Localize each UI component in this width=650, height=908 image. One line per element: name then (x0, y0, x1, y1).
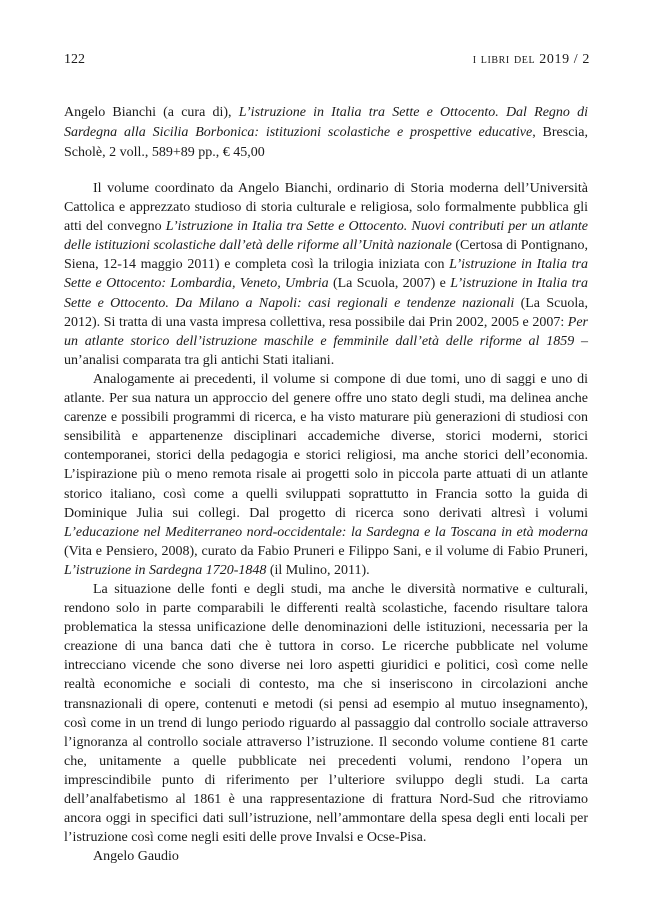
journal-title: i libri del 2019 / 2 (472, 52, 590, 67)
paragraph-2 (64, 370, 588, 580)
paragraph-1-cited-title: L’istruzione in Italia tra Sette e Ottocento. Da Milano a Napoli: casi regionali e tendenze nazionali (64, 276, 588, 311)
review-body (64, 179, 588, 866)
citation-title: L’istruzione in Italia tra Sette e Ottocento. Dal Regno di Sardegna alla Sicilia Borbonica: istituzioni scolastiche e prospettive educative (64, 105, 588, 140)
citation-publication: , Brescia, Scholè, 2 voll., 589+89 pp., € 45,00 (64, 125, 589, 160)
paragraph-1-text: – un’analisi comparata tra gli antichi Stati italiani. (64, 333, 589, 368)
paragraph-2-text: Analogamente ai precedenti, il volume si compone di due tomi, uno di saggi e uno di atlante. Per sua natura un approccio del genere offre uno stato degli studi, ma delinea anche carenze e possibili programmi di ricerca, e ha visto maturare più generazioni di studiosi con sensibilità e appartenenze disciplinari accademiche diverse, storici moderni, storici contemporanei, storici della pedagogia e storici religiosi, ma anche storici dell’economia. L’ispirazione più o meno remota risale ai progetti solo in piccola parte attuati di un atlante storico italiano, così come a quelli sviluppati soprattutto in Francia sotto la guida di Dominique Julia sui collegi. Dal progetto di ricerca sono derivati altresì i volumi (64, 371, 588, 521)
paragraph-1-text: (La Scuola, 2012). Si tratta di una vasta impresa collettiva, resa possibile dai Prin 2002, 2005 e 2007: (64, 295, 588, 330)
paragraph-1-text: Il volume coordinato da Angelo Bianchi, ordinario di Storia moderna dell’Università Cattolica e apprezzato studioso di storia culturale e religiosa, solo formalmente pubblica gli atti del convegno (64, 181, 588, 235)
paragraph-2-text: (Vita e Pensiero, 2008), curato da Fabio Pruneri e Filippo Sani, e il volume di Fabio Pruneri, (64, 543, 588, 559)
citation-author: Angelo Bianchi (a cura di), (64, 105, 239, 120)
paragraph-2-cited-title: L’educazione nel Mediterraneo nord-occidentale: la Sardegna e la Toscana in età moderna (64, 524, 588, 540)
paragraph-1-text: (La Scuola, 2007) e (328, 276, 451, 292)
paragraph-3: La situazione delle fonti e degli studi, ma anche le diversità normative e culturali, rendono solo in parte comparabili le differenti realtà scolastiche, facendo risultare talora problematica la stessa unificazione delle denominazioni delle istituzioni, necessaria per la creazione di una banca dati che è tuttora in corso. Le ricerche pubblicate nel volume intrecciano vicende che sono diverse nei loro aspetti giuridici e politici, così come nelle realtà economiche e sociali di contesto, ma che si inseriscono in circolazioni anche transnazionali di opere, contenuti e metodi (si pensi ad esempio al mutuo insegnamento), così come in un trend di lungo periodo riguardo al passaggio dal controllo sociale attraverso l’ignoranza al controllo sociale attraverso l’istruzione. Il secondo volume contiene 81 carte che, unitamente a quelle pubblicate nei precedenti volumi, rendono l’opera un imprescindibile punto di riferimento per l’ulteriore sviluppo degli studi. La carta dell’analfabetismo al 1861 è una rappresentazione di frattura Nord-Sud che ritroviamo ancora oggi in specifici dati sull’istruzione, nell’ammontare della spesa degli enti locali per l’istruzione così come negli esiti delle prove Invalsi e Ocse-Pisa. (64, 581, 588, 846)
paragraph-1-cited-title: Per un atlante storico dell’istruzione maschile e femminile dall’età delle riforme al 1859 (64, 314, 588, 349)
paragraph-2-text: (il Mulino, 2011). (266, 562, 370, 578)
paragraph-1-text: (Certosa di Pontignano, Siena, 12-14 maggio 2011) e completa così la trilogia iniziata con (64, 238, 588, 273)
review-signature: Angelo Gaudio (93, 849, 179, 865)
running-head (64, 52, 590, 72)
paragraph-1 (64, 179, 588, 370)
paragraph-1-cited-title: L’istruzione in Italia tra Sette e Ottocento: Lombardia, Veneto, Umbria (64, 257, 588, 292)
paragraph-2-cited-title: L’istruzione in Sardegna 1720-1848 (64, 562, 267, 578)
book-citation (64, 103, 588, 163)
page-number: 122 (64, 52, 85, 67)
paragraph-1-cited-title: L’istruzione in Italia tra Sette e Ottocento. Nuovi contributi per un atlante delle istituzioni scolastiche dall’età delle riforme all’Unità nazionale (64, 219, 588, 254)
